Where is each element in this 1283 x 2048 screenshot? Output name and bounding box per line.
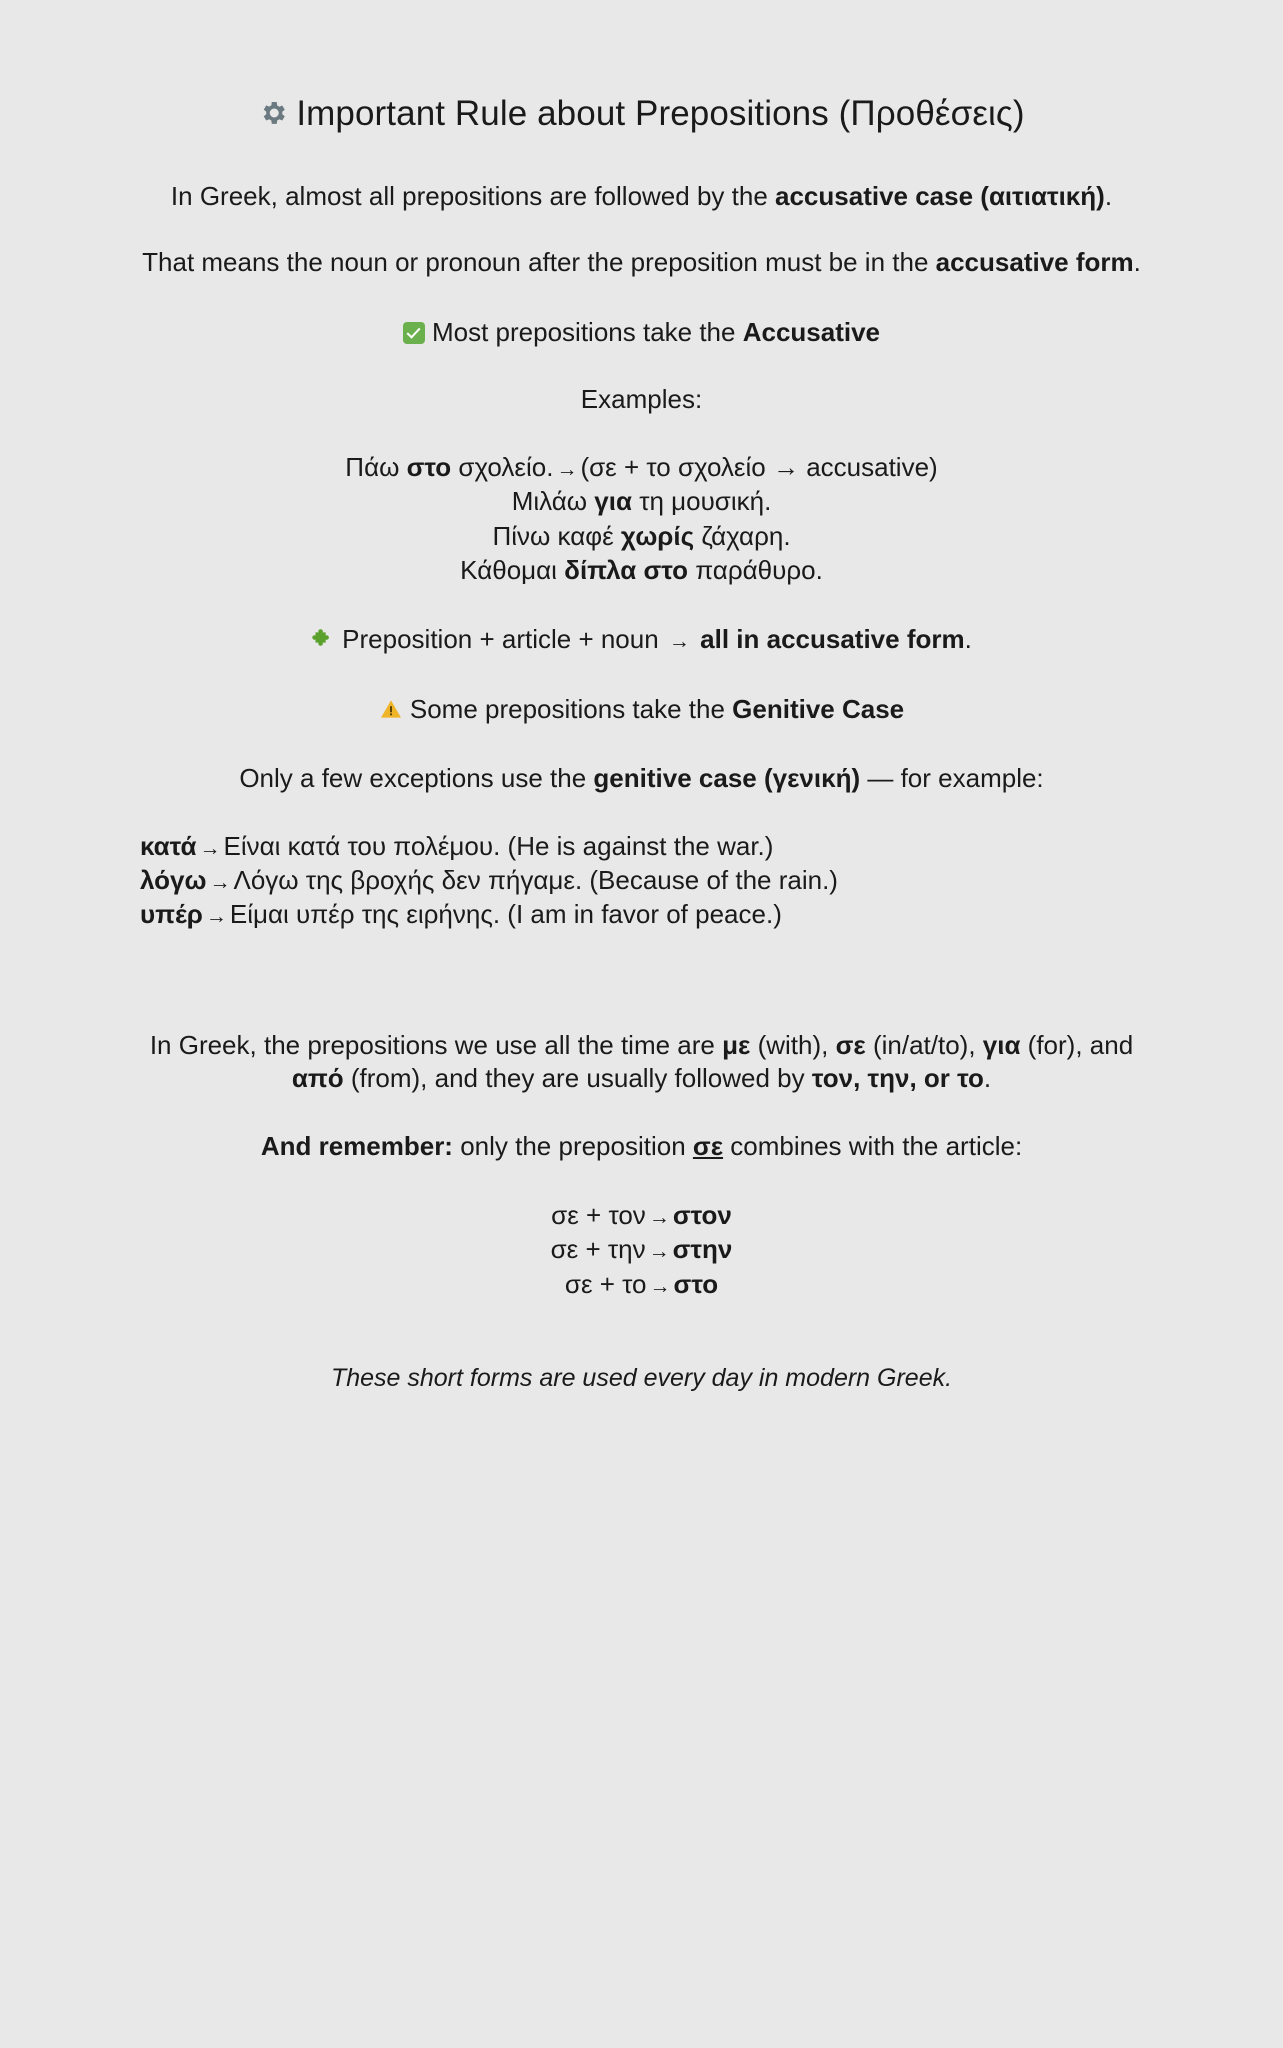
arrow-icon: → <box>556 457 578 481</box>
arrow-icon: → <box>648 1205 670 1229</box>
contraction-list <box>140 1198 1143 1301</box>
genitive-heading-text: Some prepositions take the <box>409 693 733 724</box>
warning-triangle-icon <box>379 696 403 730</box>
example-post: τη μουσική. <box>631 486 772 517</box>
cp-apo: από <box>291 1063 344 1094</box>
example-pre: Πίνω καφέ <box>492 520 621 551</box>
cp-me: με <box>722 1029 751 1060</box>
intro-2-text-a: That means the noun or pronoun after the preposition must be in the <box>142 246 936 277</box>
intro-paragraph-1 <box>140 180 1143 214</box>
example-pre: Μιλάω <box>511 486 595 517</box>
genitive-exception-list <box>140 829 1143 932</box>
accusative-heading-text: Most prepositions take the <box>431 317 743 348</box>
example-bold: δίπλα στο <box>564 554 689 585</box>
remember-paragraph <box>140 1130 1143 1164</box>
accusative-summary <box>140 623 1143 660</box>
example-line <box>140 484 1143 518</box>
genitive-row <box>140 829 1143 863</box>
remember-lead: And remember: <box>260 1131 453 1162</box>
contraction-input: σε + το <box>564 1268 647 1299</box>
arrow-icon: → <box>668 630 690 654</box>
example-tail: (σε + το σχολείο → accusative) <box>580 451 938 482</box>
contraction-row <box>140 1232 1143 1266</box>
arrow-icon: → <box>199 836 221 860</box>
genitive-word: υπέρ <box>140 899 203 930</box>
accusative-heading <box>140 316 1143 350</box>
example-pre: Πάω <box>345 451 407 482</box>
arrow-icon: → <box>205 905 227 929</box>
page-title-text: Important Rule about Prepositions (Προθέσεις) <box>296 94 1025 133</box>
cp-text-d: (for), and <box>1020 1029 1134 1060</box>
contraction-result: στον <box>672 1199 732 1230</box>
gear-icon <box>258 95 288 139</box>
arrow-icon: → <box>649 1274 671 1298</box>
genitive-row <box>140 863 1143 897</box>
check-icon <box>403 322 425 344</box>
example-line <box>140 519 1143 553</box>
genitive-heading-bold: Genitive Case <box>732 693 905 724</box>
example-pre: Κάθομαι <box>460 554 565 585</box>
contraction-row <box>140 1267 1143 1301</box>
intro-1-bold: accusative case (αιτιατική) <box>775 180 1105 211</box>
genitive-intro-bold: genitive case (γενική) <box>593 762 861 793</box>
remember-text-b: combines with the article: <box>723 1131 1023 1162</box>
page-title <box>140 0 1143 139</box>
genitive-word: λόγω <box>140 864 207 895</box>
intro-2-text-c: . <box>1133 246 1141 277</box>
remember-text-a: only the preposition <box>452 1131 693 1162</box>
example-bold: χωρίς <box>620 520 695 551</box>
genitive-heading <box>140 693 1143 730</box>
arrow-icon: → <box>648 1240 670 1264</box>
intro-1-text-c: . <box>1104 180 1113 211</box>
cp-text-b: (with), <box>750 1029 836 1060</box>
example-bold: για <box>594 486 632 517</box>
intro-1-text-a: In Greek, almost all prepositions are followed by the <box>170 180 776 211</box>
cp-text-c: (in/at/to), <box>865 1029 983 1060</box>
example-post: παράθυρο. <box>688 554 823 585</box>
accusative-heading-bold: Accusative <box>742 317 881 348</box>
cp-text-f: . <box>983 1063 992 1094</box>
genitive-example: Λόγω της βροχής δεν πήγαμε. (Because of the rain.) <box>233 864 838 895</box>
cp-se: σε <box>835 1029 866 1060</box>
footer-note: These short forms are used every day in modern Greek. <box>330 1363 953 1392</box>
contraction-row <box>140 1198 1143 1232</box>
example-line <box>140 553 1143 587</box>
contraction-result: στην <box>672 1234 733 1265</box>
genitive-intro-c: — for example: <box>860 762 1044 793</box>
genitive-intro-a: Only a few exceptions use the <box>239 762 594 793</box>
intro-2-bold: accusative form <box>935 246 1134 277</box>
puzzle-piece-icon <box>311 626 335 660</box>
remember-se: σε <box>692 1131 724 1162</box>
genitive-example: Είμαι υπέρ της ειρήνης. (I am in favor of peace.) <box>229 899 782 930</box>
example-bold: στο <box>406 451 452 482</box>
cp-articles: τον, την, or το <box>811 1063 984 1094</box>
summary-text-c: . <box>964 624 972 655</box>
example-post: ζάχαρη. <box>694 520 791 551</box>
cp-text-e: (from), and they are usually followed by <box>343 1063 812 1094</box>
genitive-word: κατά <box>140 830 197 861</box>
examples-label: Examples: <box>580 384 703 415</box>
summary-text-a: Preposition + article + noun <box>342 624 666 655</box>
genitive-row <box>140 897 1143 931</box>
example-post: σχολείο. <box>451 451 554 482</box>
example-line <box>140 450 1143 484</box>
intro-paragraph-2 <box>140 246 1143 280</box>
contraction-result: στο <box>673 1268 719 1299</box>
genitive-intro <box>140 762 1143 796</box>
arrow-icon: → <box>209 870 231 894</box>
common-prepositions-paragraph <box>140 1029 1143 1097</box>
genitive-example: Είναι κατά του πολέμου. (He is against the war.) <box>223 830 774 861</box>
contraction-input: σε + τον <box>551 1199 646 1230</box>
cp-gia: για <box>982 1029 1021 1060</box>
cp-text-a: In Greek, the prepositions we use all the time are <box>149 1029 723 1060</box>
examples-list <box>140 450 1143 587</box>
contraction-input: σε + την <box>550 1234 646 1265</box>
summary-text-b: all in accusative form <box>692 624 965 655</box>
